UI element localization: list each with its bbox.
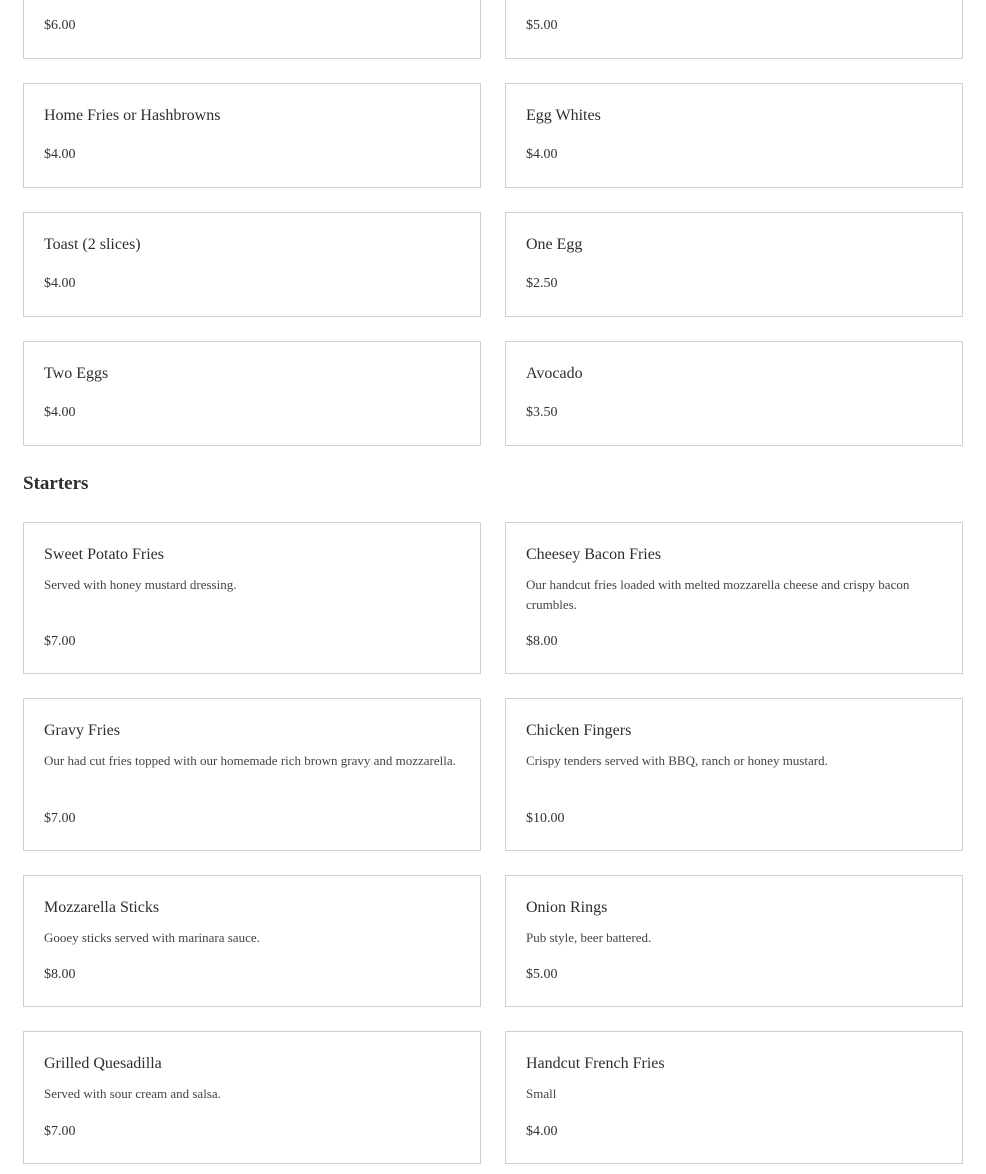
menu-item-name: Chicken Fingers — [526, 722, 632, 739]
menu-item-card[interactable] — [505, 83, 963, 188]
menu-item-price: $4.00 — [526, 1124, 558, 1139]
menu-item-price: $8.00 — [44, 967, 76, 982]
menu-item-card[interactable] — [23, 522, 481, 674]
menu-item-card[interactable] — [23, 1031, 481, 1164]
menu-item-name: Toast (2 slices) — [44, 236, 141, 253]
menu-item-name: Cheesey Bacon Fries — [526, 546, 662, 563]
menu-item-description: Gooey sticks served with marinara sauce. — [44, 930, 260, 945]
menu-item-name: Mozzarella Sticks — [44, 899, 160, 916]
menu-item-price: $5.00 — [526, 967, 558, 982]
menu-item-card[interactable] — [505, 698, 963, 851]
menu-item-description: Crispy tenders served with BBQ, ranch or honey mustard. — [526, 753, 828, 768]
menu-item-price: $7.00 — [44, 811, 76, 826]
menu-item-card[interactable] — [23, 341, 481, 446]
menu-item-name: Two Eggs — [44, 365, 109, 382]
menu-item-name: Avocado — [526, 365, 583, 382]
menu-item-price: $4.00 — [44, 276, 76, 291]
menu-item-name: Onion Rings — [526, 899, 608, 916]
menu-item-card[interactable] — [505, 875, 963, 1007]
menu-item-price: $2.50 — [526, 276, 558, 291]
menu-item-name: One Egg — [526, 236, 583, 253]
menu-item-description: Our had cut fries topped with our homemade rich brown gravy and mozzarella. — [44, 753, 456, 768]
menu-item-card[interactable] — [505, 212, 963, 317]
menu-item-description: Small — [526, 1086, 557, 1101]
menu-item-card[interactable] — [23, 875, 481, 1007]
menu-item-card[interactable] — [23, 212, 481, 317]
menu-item-card[interactable] — [23, 698, 481, 851]
menu-item-price: $6.00 — [44, 18, 76, 33]
menu-item-description: Pub style, beer battered. — [526, 930, 652, 945]
menu-item-card[interactable] — [505, 341, 963, 446]
menu-item-card[interactable] — [505, 1031, 963, 1164]
menu-item-card[interactable] — [505, 522, 963, 674]
menu-item-name: Egg Whites — [526, 107, 601, 124]
menu-item-card[interactable] — [505, 0, 963, 59]
menu-item-name: Gravy Fries — [44, 722, 120, 739]
menu-item-price: $7.00 — [44, 1124, 76, 1139]
menu-item-price: $5.00 — [526, 18, 558, 33]
menu-item-card[interactable] — [23, 83, 481, 188]
menu-item-price: $10.00 — [526, 811, 565, 826]
menu-item-card[interactable] — [23, 0, 481, 59]
menu-item-price: $4.00 — [44, 405, 76, 420]
menu-item-name: Sweet Potato Fries — [44, 546, 164, 563]
menu-item-name: Grilled Quesadilla — [44, 1055, 162, 1072]
menu-item-name: Home Fries or Hashbrowns — [44, 107, 221, 124]
menu-item-description: Served with honey mustard dressing. — [44, 577, 237, 592]
menu-item-description: Our handcut fries loaded with melted mozzarella cheese and crispy bacon crumbles. — [526, 577, 910, 612]
section-title-starters: Starters — [23, 473, 89, 494]
menu-item-price: $4.00 — [526, 147, 558, 162]
menu-item-price: $8.00 — [526, 634, 558, 649]
menu-item-description: Served with sour cream and salsa. — [44, 1086, 221, 1101]
menu-item-price: $4.00 — [44, 147, 76, 162]
menu-item-price: $3.50 — [526, 405, 558, 420]
menu-item-name: Handcut French Fries — [526, 1055, 665, 1072]
menu-item-price: $7.00 — [44, 634, 76, 649]
